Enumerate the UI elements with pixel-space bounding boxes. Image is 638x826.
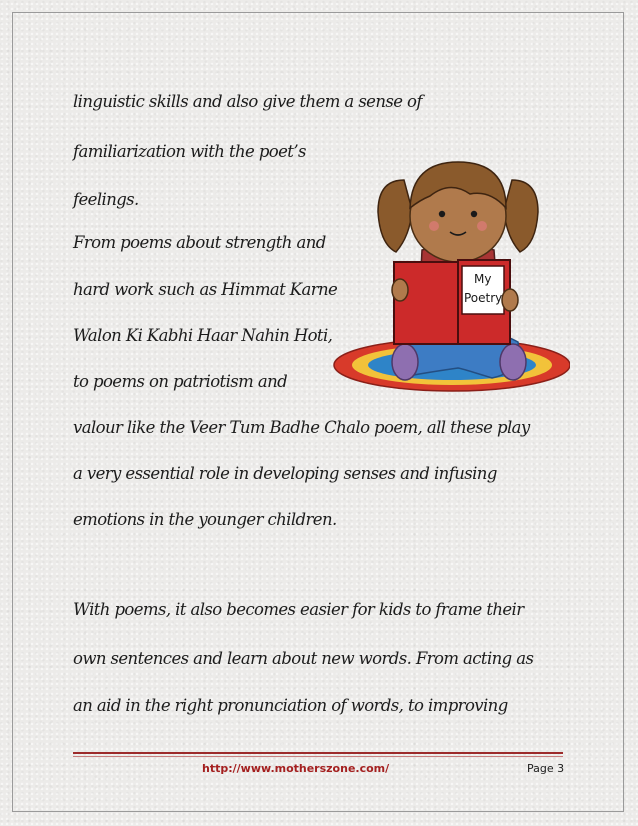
body-line: an aid in the right pronunciation of words, to improving — [73, 696, 508, 715]
body-line: familiarization with the poet’s — [73, 142, 306, 161]
body-line: a very essential role in developing senses and infusing — [73, 464, 497, 483]
poetry-book — [392, 260, 518, 344]
book-text-poetry: Poetry — [464, 291, 503, 305]
body-line: feelings. — [73, 190, 139, 209]
footer-url-link[interactable]: http://www.motherszone.com/ — [202, 762, 390, 775]
footer-divider — [73, 752, 563, 754]
body-line: emotions in the younger children. — [73, 510, 337, 529]
head — [410, 162, 506, 262]
body-line: valour like the Veer Tum Badhe Chalo poem, all these play — [73, 418, 530, 437]
body-line: From poems about strength and — [73, 233, 326, 252]
body-line: hard work such as Himmat Karne — [73, 280, 338, 299]
girl-reading-poetry-illustration — [330, 150, 570, 395]
body-line: linguistic skills and also give them a sense of — [73, 92, 422, 111]
body-line: to poems on patriotism and — [73, 372, 288, 391]
page-border — [12, 12, 624, 812]
body-line: Walon Ki Kabhi Haar Nahin Hoti, — [73, 326, 333, 345]
book-text-my: My — [474, 272, 492, 286]
footer-divider-secondary — [73, 756, 563, 757]
body-line: own sentences and learn about new words. From acting as — [73, 649, 534, 668]
page-number: Page 3 — [527, 762, 565, 775]
body-line: With poems, it also becomes easier for kids to frame their — [73, 600, 524, 619]
